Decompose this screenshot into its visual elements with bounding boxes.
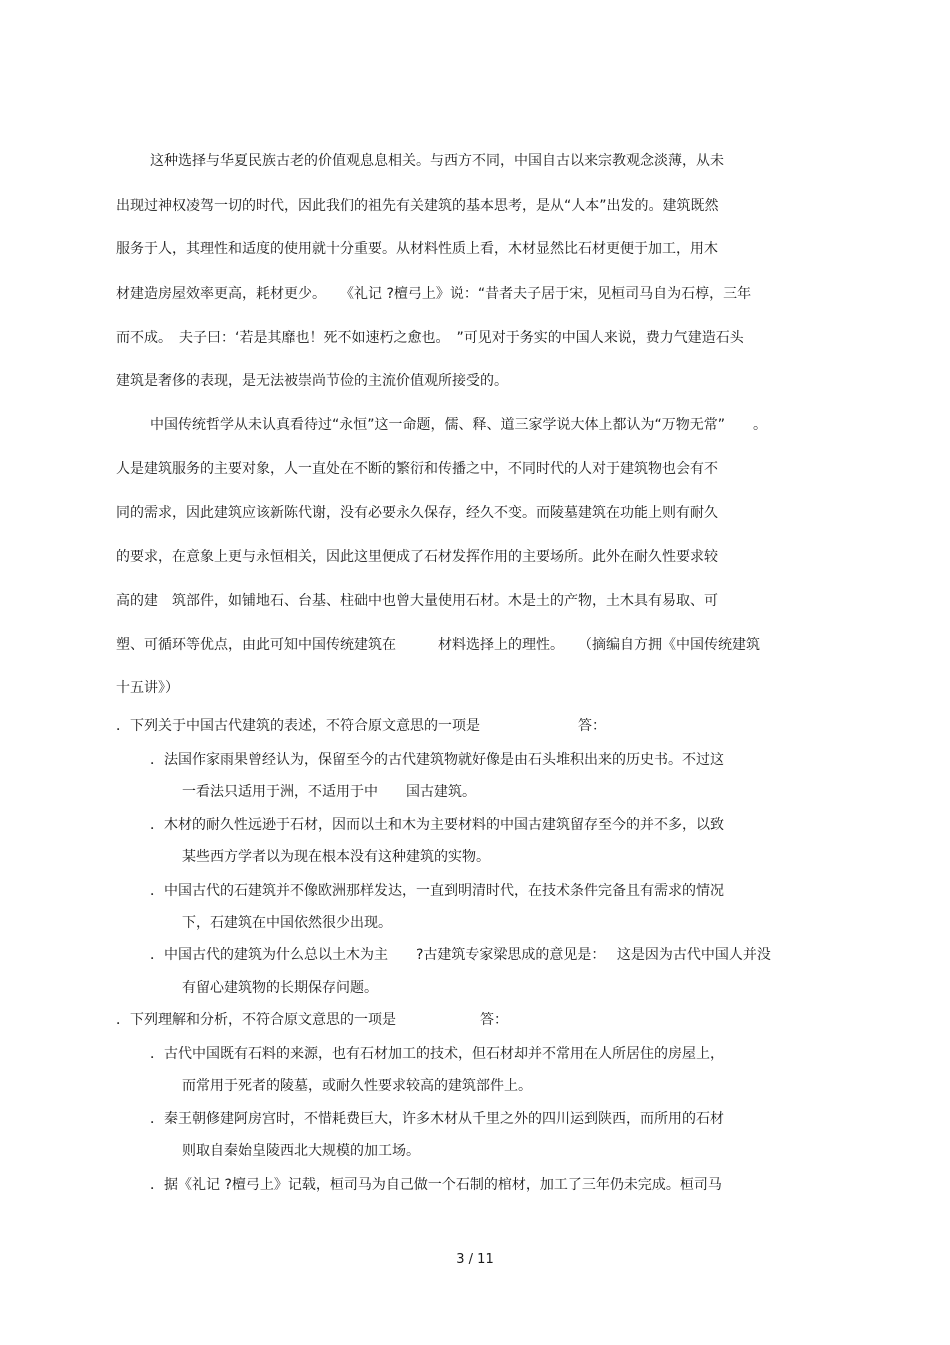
question-1-option: ．木材的耐久性远逊于石材，因而以土和木为主要材料的中国古建筑留存至今的并不多，以致 (150, 817, 724, 833)
question-2-option: ．古代中国既有石料的来源，也有石材加工的技术，但石材却并不常用在人所居住的房屋上， (150, 1046, 724, 1062)
question-2-option-cont: 则取自秦始皇陵西北大规模的加工场。 (182, 1143, 420, 1159)
passage-p1-line: 材建造房屋效率更高，耗材更少。 《礼记 ?檀弓上》说：“昔者夫子居于宋，见桓司马自为石椁，三年 (116, 286, 752, 302)
question-1-stem: ．下列关于中国古代建筑的表述，不符合原文意思的一项是 答： (116, 718, 606, 734)
passage-p2-line: 高的建 筑部件，如铺地石、台基、柱础中也曾大量使用石材。木是土的产物，土木具有易取、可 (116, 593, 718, 609)
passage-p1-line: 出现过神权凌驾一切的时代，因此我们的祖先有关建筑的基本思考，是从“人本”出发的。建筑既然 (116, 198, 719, 214)
question-1-option-cont: 一看法只适用于洲，不适用于中 国古建筑。 (182, 784, 476, 800)
question-2-option-cont: 而常用于死者的陵墓，或耐久性要求较高的建筑部件上。 (182, 1078, 532, 1094)
passage-p1-line: 而不成。 夫子曰：‘若是其靡也！死不如速朽之愈也。 ”可见对于务实的中国人来说，费力气建造石头 (116, 330, 744, 346)
passage-p2-line: 中国传统哲学从未认真看待过“永恒”这一命题，儒、释、道三家学说大体上都认为“万物无常” 。 (150, 417, 768, 433)
question-2-option: ．秦王朝修建阿房宫时，不惜耗费巨大，许多木材从千里之外的四川运到陕西，而所用的石材 (150, 1111, 724, 1127)
passage-p1-line: 服务于人，其理性和适度的使用就十分重要。从材料性质上看，木材显然比石材更便于加工，用木 (116, 241, 718, 257)
question-1-option-cont: 下，石建筑在中国依然很少出现。 (182, 915, 392, 931)
question-1-option: ．中国古代的建筑为什么总以土木为主 ?古建筑专家梁思成的意见是： 这是因为古代中国人并没 (150, 947, 771, 963)
passage-p2-line: 同的需求，因此建筑应该新陈代谢，没有必要永久保存，经久不变。而陵墓建筑在功能上则有耐久 (116, 505, 718, 521)
passage-p2-line: 人是建筑服务的主要对象，人一直处在不断的繁衍和传播之中，不同时代的人对于建筑物也会有不 (116, 461, 718, 477)
passage-p2-line: 十五讲》） (116, 680, 179, 696)
question-2-option: ．据《礼记 ?檀弓上》记载，桓司马为自己做一个石制的棺材，加工了三年仍未完成。桓司马 (150, 1177, 722, 1193)
question-1-option-cont: 有留心建筑物的长期保存问题。 (182, 980, 378, 996)
question-1-option: ．中国古代的石建筑并不像欧洲那样发达，一直到明清时代，在技术条件完备且有需求的情况 (150, 883, 724, 899)
question-2-stem: ．下列理解和分析，不符合原文意思的一项是 答： (116, 1012, 508, 1028)
passage-p2-line: 的要求，在意象上更与永恒相关，因此这里便成了石材发挥作用的主要场所。此外在耐久性要求较 (116, 549, 718, 565)
question-1-option-cont: 某些西方学者以为现在根本没有这种建筑的实物。 (182, 849, 490, 865)
passage-p1-line: 这种选择与华夏民族古老的价值观息息相关。与西方不同，中国自古以来宗教观念淡薄，从未 (150, 153, 724, 169)
page-number: 3 / 11 (456, 1252, 494, 1267)
passage-p1-line: 建筑是奢侈的表现，是无法被崇尚节俭的主流价值观所接受的。 (116, 373, 508, 389)
passage-p2-line: 塑、可循环等优点，由此可知中国传统建筑在 材料选择上的理性。 （摘编自方拥《中国传统建筑 (116, 637, 760, 653)
question-1-option: ．法国作家雨果曾经认为，保留至今的古代建筑物就好像是由石头堆积出来的历史书。不过这 (150, 752, 724, 768)
